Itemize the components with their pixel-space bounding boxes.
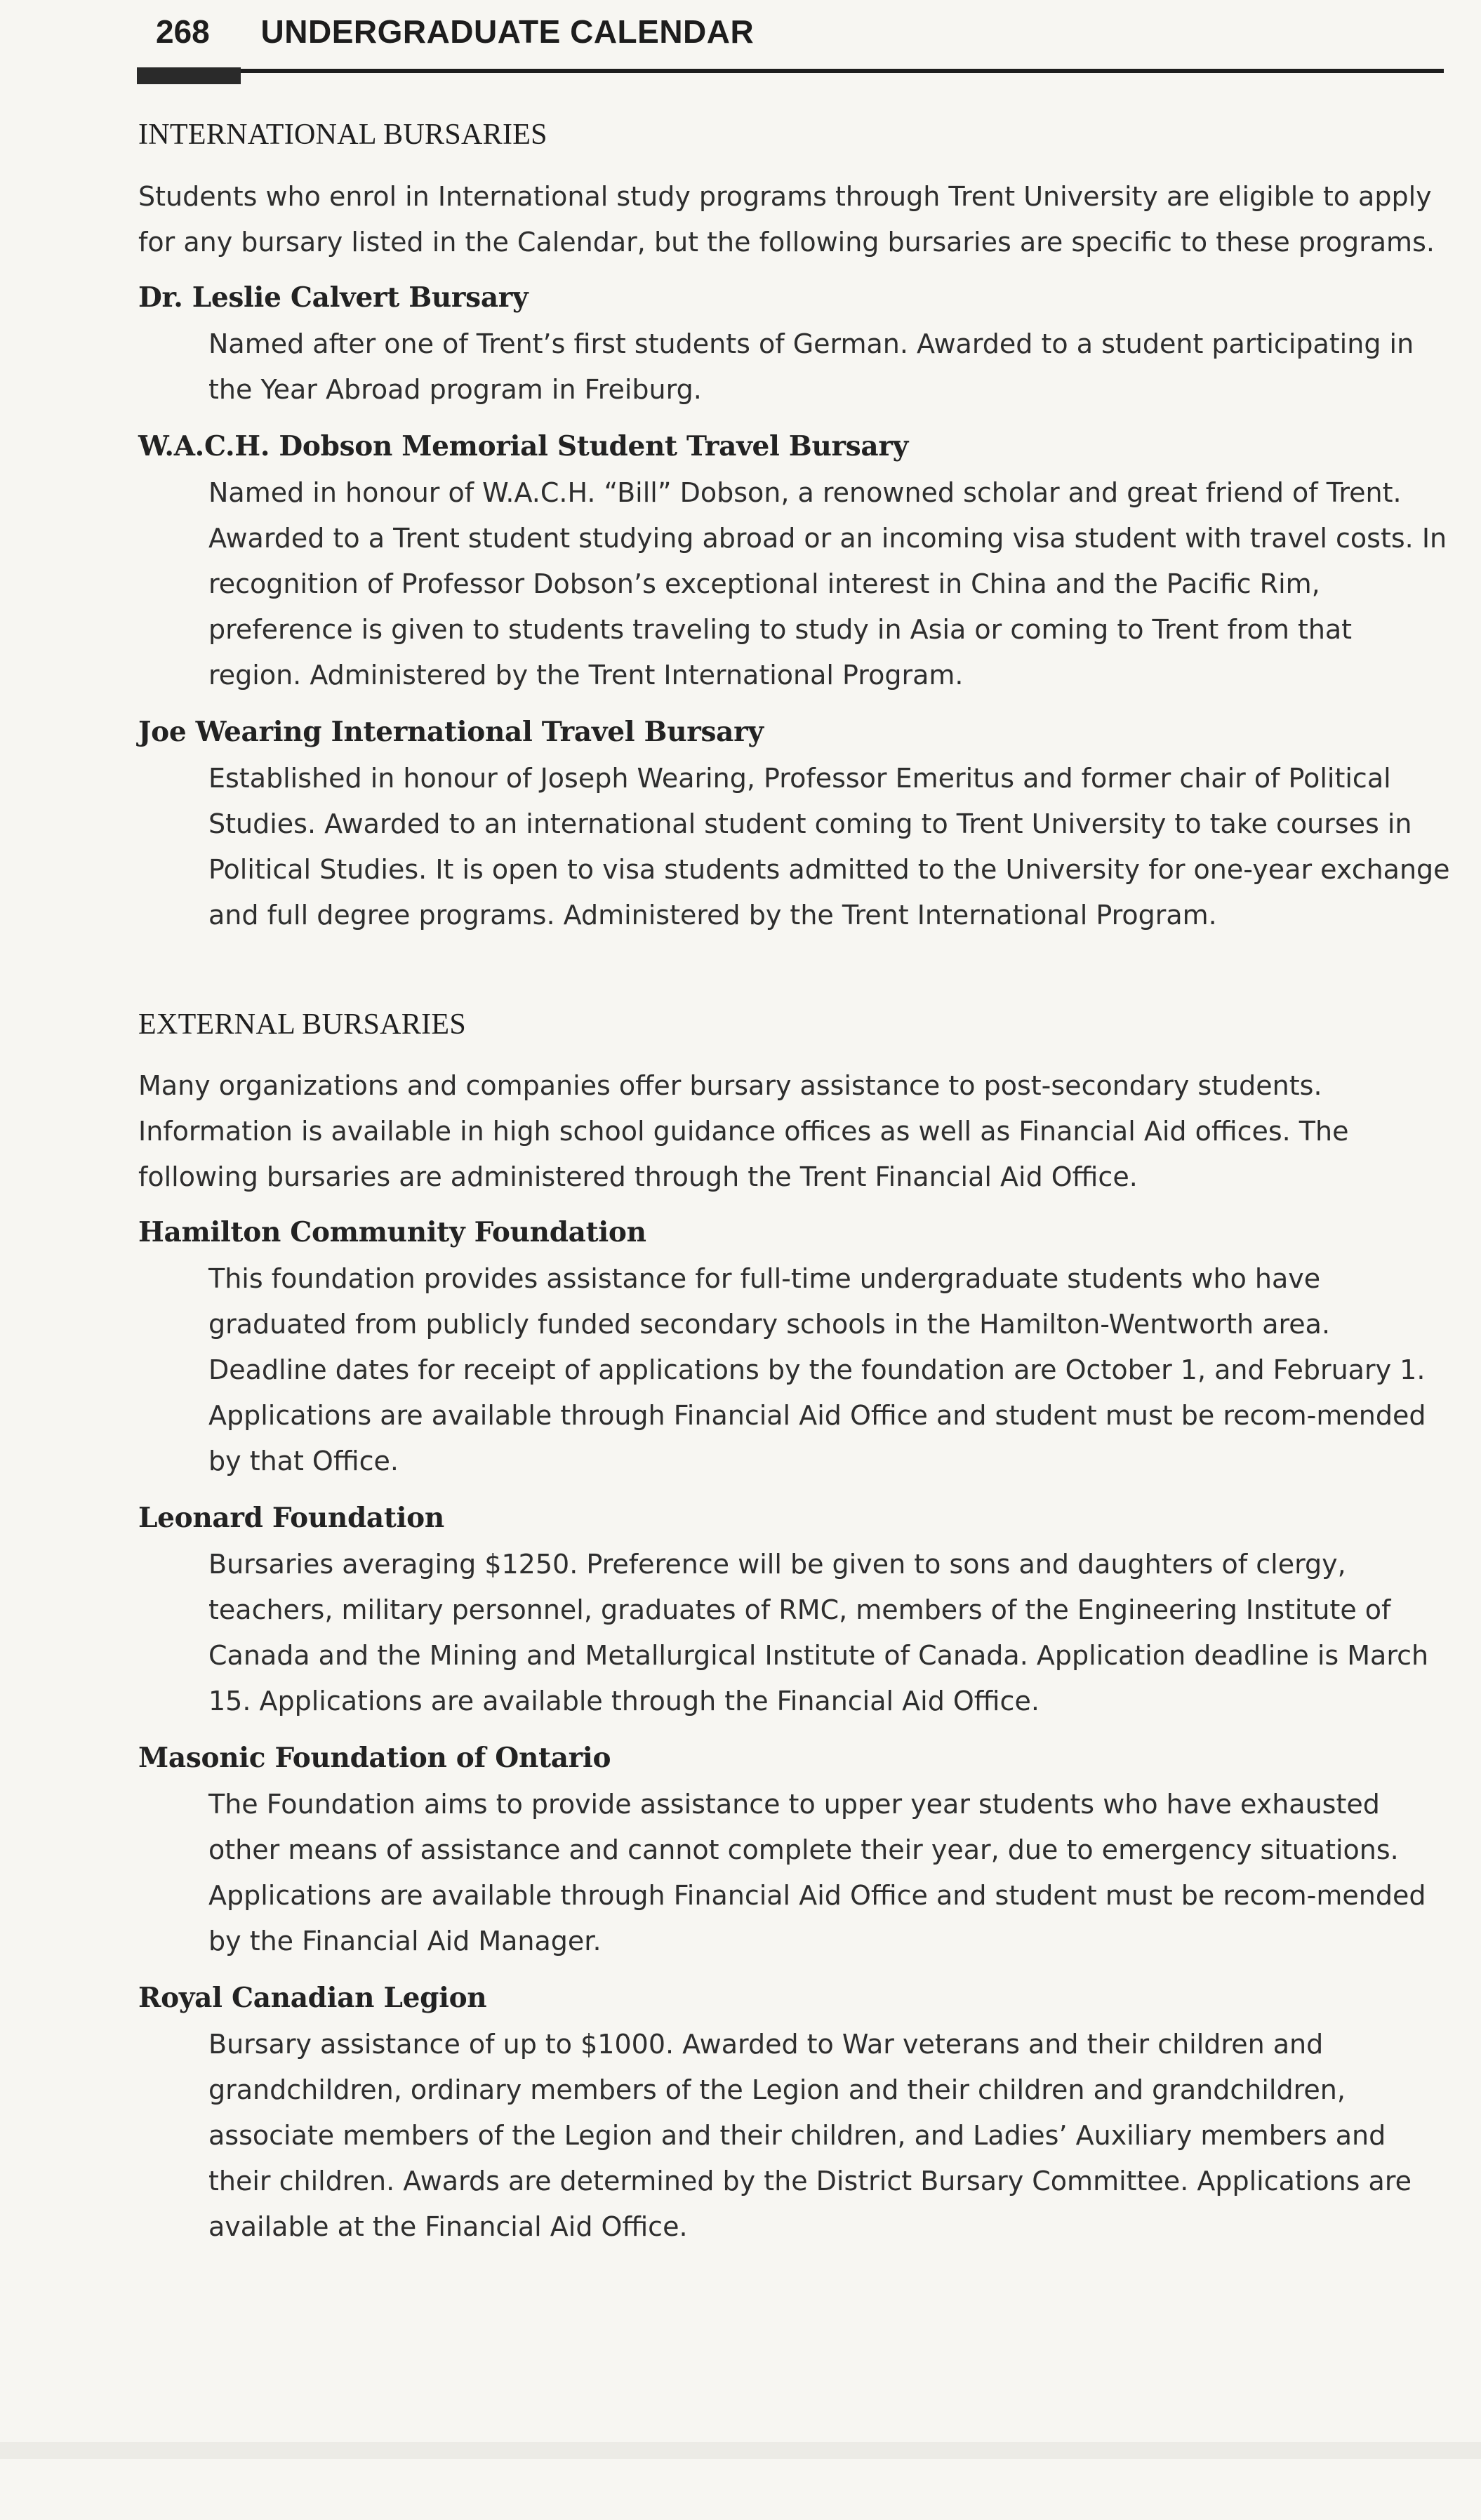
section-international-bursaries	[138, 116, 1451, 938]
bursary-description: The Foundation aims to provide assistance to upper year students who have exhausted other means of assistance and cannot complete their year, due to emergency situations. Applications are available through Financial Aid Office and student must be recom-mended by the Financial Aid Manager.	[208, 1789, 1426, 1957]
bursary-entry	[138, 1213, 1451, 1484]
bursary-title: Royal Canadian Legion	[138, 1982, 487, 2015]
bursary-description: Bursary assistance of up to $1000. Awarded to War veterans and their children and grandchildren, ordinary members of the Legion and their children and grandchildren, associate members of the Legion and their children, and Ladies’ Auxiliary members and their children. Awards are determined by the District Bursary Committee. Applications are available at the Financial Aid Office.	[208, 2029, 1412, 2243]
section-external-bursaries	[138, 1006, 1451, 2251]
bursary-description: Established in honour of Joseph Wearing, Professor Emeritus and former chair of Political Studies. Awarded to an international student coming to Trent University to take courses in Political Studies. It is open to visa students admitted to the University for one-year exchange and full degree programs. Administered by the Trent International Program.	[208, 762, 1450, 931]
bursary-title: Joe Wearing International Travel Bursary	[138, 715, 764, 748]
header-rule	[137, 69, 1444, 73]
bursary-entry	[138, 712, 1451, 938]
bursary-description: Bursaries averaging $1250. Preference will be given to sons and daughters of clergy, teachers, military personnel, graduates of RMC, members of the Engineering Institute of Canada and the Mining and Metallurgical Institute of Canada. Application deadline is March 15. Applications are available through the Financial Aid Office.	[208, 1549, 1429, 1717]
section-intro: Many organizations and companies offer bursary assistance to post-secondary students. Information is available in high school guidance offices as well as Financial Aid offices. The following bursaries are administered through the Trent Financial Aid Office.	[138, 1070, 1349, 1193]
bursary-entry	[138, 1978, 1451, 2250]
book-title: UNDERGRADUATE CALENDAR	[260, 13, 755, 50]
bursary-entry	[138, 427, 1451, 698]
section-heading: EXTERNAL BURSARIES	[138, 1008, 467, 1041]
bursary-description: Named in honour of W.A.C.H. “Bill” Dobson, a renowned scholar and great friend of Trent. Awarded to a Trent student studying abroad or an incoming visa student with travel costs. In recognition of Professor Dobson’s exceptional interest in China and the Pacific Rim, preference is given to students traveling to study in Asia or coming to Trent from that region. Administered by the Trent International Program.	[208, 476, 1447, 691]
bursary-description: This foundation provides assistance for full-time undergraduate students who have graduated from publicly funded secondary schools in the Hamilton-Wentworth area. Deadline dates for receipt of applications by the foundation are October 1, and February 1. Applications are available through Financial Aid Office and student must be recom-mended by that Office.	[208, 1263, 1426, 1477]
bursary-title: Hamilton Community Foundation	[138, 1216, 646, 1249]
running-header	[156, 13, 1440, 76]
bursary-title: Dr. Leslie Calvert Bursary	[138, 281, 529, 314]
bursary-entry	[138, 1738, 1451, 1964]
bursary-title: Masonic Foundation of Ontario	[138, 1742, 611, 1775]
section-intro: Students who enrol in International study programs through Trent University are eligible to apply for any bursary listed in the Calendar, but the following bursaries are specific to these programs.	[138, 180, 1435, 258]
page-number: 268	[156, 13, 210, 50]
header-tab-mark	[137, 67, 241, 84]
scan-edge	[0, 2442, 1481, 2459]
section-heading: INTERNATIONAL BURSARIES	[138, 119, 547, 151]
bursary-title: Leonard Foundation	[138, 1502, 444, 1535]
page-content	[138, 116, 1451, 2264]
bursary-description: Named after one of Trent’s first students of German. Awarded to a student participating in the Year Abroad program in Freiburg.	[208, 328, 1414, 405]
bursary-entry	[138, 1498, 1451, 1724]
bursary-entry	[138, 278, 1451, 413]
bursary-title: W.A.C.H. Dobson Memorial Student Travel Bursary	[138, 429, 909, 462]
